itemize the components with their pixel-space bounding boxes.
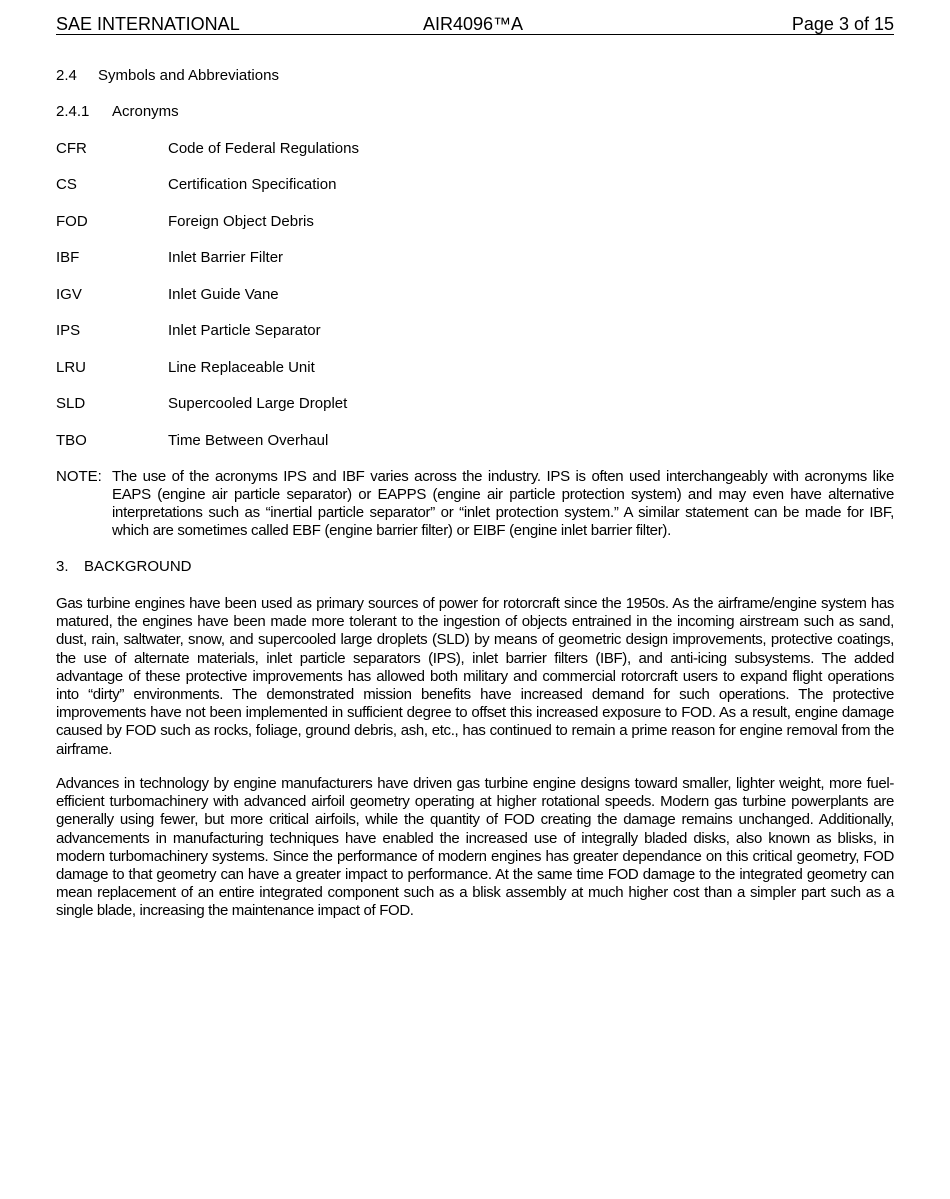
acronym-code: IGV: [56, 286, 82, 303]
acronym-definition: Line Replaceable Unit: [168, 359, 315, 376]
document-page: [56, 0, 894, 920]
acronym-definition: Code of Federal Regulations: [168, 140, 359, 157]
note-label: NOTE:: [56, 468, 102, 485]
note-text: The use of the acronyms IPS and IBF varies across the industry. IPS is often used interchangeably with acronyms like EAPS (engine air particle separator) or EAPPS (engine air particle protection system) and may even have alternative interpretations such as “inertial particle separator” or “inlet protection system.” A similar statement can be made for IBF, which are sometimes called EBF (engine barrier filter) or EIBF (engine inlet barrier filter).: [112, 468, 894, 539]
section-number: 3.: [56, 558, 69, 575]
section-title: Acronyms: [112, 103, 179, 120]
acronym-code: IPS: [56, 322, 81, 339]
section-title: Symbols and Abbreviations: [98, 67, 279, 84]
acronym-definition: Inlet Particle Separator: [168, 322, 321, 339]
acronym-code: IBF: [56, 249, 80, 266]
background-paragraph-1: Gas turbine engines have been used as primary sources of power for rotorcraft since the 1950s. As the airframe/engine system has matured, the engines have been made more tolerant to the ingestion of objects entrained in the incoming airstream such as sand, dust, rain, saltwater, snow, and supercooled large droplets (SLD) by means of geometric design improvements, protective coatings, the use of alternate materials, inlet particle separators (IPS), inlet barrier filters (IBF), and anti-icing subsystems. The added advantage of these protective improvements has allowed both military and commercial rotorcraft users to expand flight operations into “dirty” environments. The demonstrated mission benefits have increased demand for such operations. The protective improvements have not been implemented in sufficient degree to offset this increased exposure to FOD. As a result, engine damage caused by FOD such as rocks, foliage, ground debris, ash, etc., has continued to remain a prime reason for engine removal from the airframe.: [56, 595, 894, 758]
acronym-definition: Time Between Overhaul: [168, 432, 329, 449]
acronym-definition: Foreign Object Debris: [168, 213, 314, 230]
section-title: BACKGROUND: [84, 558, 192, 575]
section-heading-symbols: [56, 67, 279, 85]
header-page-number: Page 3 of 15: [791, 14, 894, 34]
acronym-definition: Supercooled Large Droplet: [168, 395, 348, 412]
acronym-code: CS: [56, 176, 77, 193]
acronym-code: TBO: [56, 432, 87, 449]
section-number: 2.4.1: [56, 103, 90, 120]
acronym-code: FOD: [56, 213, 88, 230]
acronym-definition: Inlet Guide Vane: [168, 286, 279, 303]
acronym-code: LRU: [56, 359, 87, 376]
acronym-definition: Inlet Barrier Filter: [168, 249, 284, 266]
acronym-code: SLD: [56, 395, 86, 412]
header-organization: SAE INTERNATIONAL: [56, 14, 240, 34]
acronym-code: CFR: [56, 140, 87, 157]
section-heading-background: [56, 558, 192, 576]
section-number: 2.4: [56, 67, 77, 84]
section-heading-acronyms: [56, 103, 179, 121]
header-document-id: AIR4096™A: [423, 14, 524, 34]
background-paragraph-2: Advances in technology by engine manufacturers have driven gas turbine engine designs toward smaller, lighter weight, more fuel-efficient turbomachinery with advanced airfoil geometry operating at higher rotational speeds. Modern gas turbine powerplants are generally using fewer, but more critical airfoils, while the quantity of FOD creating the damage remains unchanged. Additionally, advancements in manufacturing techniques have enabled the increased use of integrally bladed disks, also known as blisks, in modern turbomachinery systems. Since the performance of modern engines has greater dependance on this critical geometry, FOD damage to that geometry can have a greater impact to performance. At the same time FOD damage to the integrated geometry can mean replacement of an entire integrated component such as a blisk assembly at much higher cost than a simpler part such as a single blade, increasing the maintenance impact of FOD.: [56, 775, 894, 920]
page-header: [56, 0, 894, 35]
note-block: [56, 468, 894, 540]
acronym-definition: Certification Specification: [168, 176, 337, 193]
